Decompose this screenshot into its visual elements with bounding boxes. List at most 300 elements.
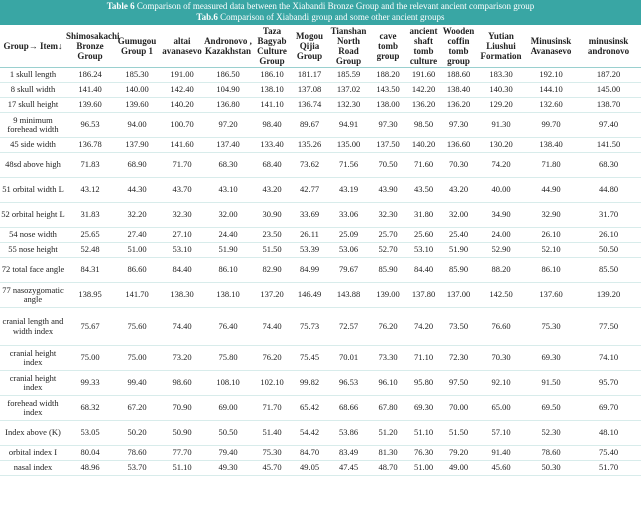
table-cell: 34.90 [476,203,526,228]
table-cell: 139.00 [370,283,406,308]
table-cell: 138.70 [576,98,641,113]
table-cell: 50.50 [576,243,641,258]
table-cell: 86.60 [114,258,160,283]
table-cell: 44.80 [576,178,641,203]
table-row [0,371,641,396]
table-cell: 43.70 [160,178,204,203]
table-cell: 86.10 [526,258,576,283]
table-cell: 136.74 [292,98,327,113]
table-cell: 141.50 [576,138,641,153]
table-cell: 74.40 [252,308,292,346]
table-body [0,68,641,476]
table-row [0,83,641,98]
table-cell: 188.60 [441,68,476,83]
table-cell: 40.00 [476,178,526,203]
table-cell: 140.30 [476,83,526,98]
table-row [0,98,641,113]
table-cell: 77.50 [576,308,641,346]
table-cell: 68.32 [66,396,114,421]
table-cell: 43.10 [204,178,252,203]
table-cell: 95.70 [576,371,641,396]
table-cell: 70.90 [160,396,204,421]
table-row [0,308,641,346]
table-cell: 187.20 [576,68,641,83]
caption-label-1: Table 6 [106,1,135,11]
table-cell: 143.50 [370,83,406,98]
table-cell: 68.90 [114,153,160,178]
row-item-label: 51 orbital width L [0,178,66,203]
table-cell: 27.10 [160,228,204,243]
table-cell: 130.20 [476,138,526,153]
table-caption [0,0,641,25]
table-cell: 45.70 [252,461,292,476]
table-cell: 43.20 [252,178,292,203]
table-row [0,346,641,371]
table-cell: 92.10 [476,371,526,396]
table-cell: 94.91 [327,113,370,138]
caption-line-1 [0,1,641,12]
table-cell: 68.30 [576,153,641,178]
table-row [0,283,641,308]
table-cell: 137.00 [441,283,476,308]
column-header: Group→ Item↓ [0,25,66,68]
column-header: Yutian Liushui Formation [476,25,526,68]
table-cell: 185.59 [327,68,370,83]
table-cell: 74.20 [406,308,441,346]
table-cell: 25.09 [327,228,370,243]
table-cell: 50.90 [160,421,204,446]
table-cell: 24.40 [204,228,252,243]
caption-line-2 [0,12,641,23]
table-cell: 132.30 [327,98,370,113]
table-cell: 43.50 [406,178,441,203]
table-cell: 141.10 [252,98,292,113]
table-row [0,68,641,83]
table-cell: 97.50 [441,371,476,396]
column-header: Shimosakachi Bronze Group [66,25,114,68]
column-header: Tianshan North Road Group [327,25,370,68]
row-item-label: 17 skull height [0,98,66,113]
table-cell: 186.50 [204,68,252,83]
table-cell: 24.00 [476,228,526,243]
table-cell: 185.30 [114,68,160,83]
table-cell: 44.90 [526,178,576,203]
column-header: minusinsk andronovo [576,25,641,68]
table-cell: 42.77 [292,178,327,203]
table-cell: 70.01 [327,346,370,371]
table-cell: 91.50 [526,371,576,396]
table-cell: 138.95 [66,283,114,308]
row-item-label: cranial height index [0,371,66,396]
table-cell: 141.70 [114,283,160,308]
table-cell: 43.12 [66,178,114,203]
table-cell: 75.30 [526,308,576,346]
table-cell: 100.70 [160,113,204,138]
table-cell: 25.40 [441,228,476,243]
table-cell: 138.10 [252,83,292,98]
table-cell: 31.83 [66,203,114,228]
table-cell: 71.70 [252,396,292,421]
column-header: Andronovo , Kazakhstan [204,25,252,68]
row-item-label: cranial height index [0,346,66,371]
row-item-label: forehead width index [0,396,66,421]
table-cell: 139.20 [576,283,641,308]
table-cell: 70.50 [370,153,406,178]
column-header: altai avanasevo [160,25,204,68]
table-cell: 91.40 [476,446,526,461]
table-cell: 32.00 [204,203,252,228]
table-cell: 53.06 [327,243,370,258]
table-cell: 91.30 [476,113,526,138]
row-item-label: orbital index I [0,446,66,461]
table-cell: 71.60 [406,153,441,178]
table-cell: 76.20 [370,308,406,346]
table-row [0,113,641,138]
table-row [0,243,641,258]
table-cell: 32.30 [370,203,406,228]
table-cell: 133.40 [252,138,292,153]
column-header: Taza Bagyab Culture Group [252,25,292,68]
table-cell: 84.40 [160,258,204,283]
table-cell: 51.50 [441,421,476,446]
table-cell: 132.60 [526,98,576,113]
table-cell: 96.53 [327,371,370,396]
table-cell: 43.19 [327,178,370,203]
caption-text-1: Comparison of measured data between the Xiabandi Bronze Group and the relevant ancient comparison group [136,1,535,11]
table-cell: 84.70 [292,446,327,461]
table-cell: 136.78 [66,138,114,153]
table-cell: 51.00 [406,461,441,476]
table-cell: 32.90 [526,203,576,228]
table-cell: 79.20 [441,446,476,461]
table-cell: 104.90 [204,83,252,98]
table-cell: 183.30 [476,68,526,83]
table-cell: 69.30 [526,346,576,371]
table-cell: 50.50 [204,421,252,446]
table-row [0,421,641,446]
table-cell: 99.40 [114,371,160,396]
table-cell: 73.30 [370,346,406,371]
table-cell: 52.70 [370,243,406,258]
table-cell: 71.70 [160,153,204,178]
table-cell: 73.50 [441,308,476,346]
caption-label-2: Tab.6 [196,12,218,22]
table-cell: 26.10 [576,228,641,243]
table-cell: 144.10 [526,83,576,98]
table-cell: 52.48 [66,243,114,258]
table-cell: 129.20 [476,98,526,113]
table-cell: 136.80 [204,98,252,113]
table-cell: 138.40 [526,138,576,153]
table-cell: 48.70 [370,461,406,476]
table-cell: 72.57 [327,308,370,346]
table-cell: 85.90 [370,258,406,283]
table-row [0,203,641,228]
table-row [0,461,641,476]
table-cell: 145.00 [576,83,641,98]
table-cell: 76.60 [476,308,526,346]
table-cell: 141.40 [66,83,114,98]
table-cell: 97.40 [576,113,641,138]
table-cell: 43.20 [441,178,476,203]
table-cell: 137.90 [114,138,160,153]
table-cell: 78.60 [114,446,160,461]
table-cell: 53.05 [66,421,114,446]
table-cell: 191.00 [160,68,204,83]
table-cell: 51.90 [204,243,252,258]
row-item-label: 8 skull width [0,83,66,98]
table-cell: 108.10 [204,371,252,396]
table-cell: 75.73 [292,308,327,346]
table-cell: 48.96 [66,461,114,476]
table-cell: 142.20 [406,83,441,98]
table-cell: 78.60 [526,446,576,461]
table-cell: 89.67 [292,113,327,138]
table-cell: 69.70 [576,396,641,421]
table-cell: 52.10 [526,243,576,258]
table-cell: 142.40 [160,83,204,98]
table-cell: 80.04 [66,446,114,461]
table-cell: 65.42 [292,396,327,421]
table-cell: 141.60 [160,138,204,153]
table-cell: 143.88 [327,283,370,308]
table-cell: 96.53 [66,113,114,138]
table-cell: 82.90 [252,258,292,283]
table-row [0,153,641,178]
table-cell: 99.82 [292,371,327,396]
table-cell: 25.70 [370,228,406,243]
table-cell: 32.00 [441,203,476,228]
table-cell: 32.30 [160,203,204,228]
table-cell: 139.60 [114,98,160,113]
table-cell: 33.06 [327,203,370,228]
table-cell: 98.60 [160,371,204,396]
table-cell: 79.40 [204,446,252,461]
table-cell: 97.30 [370,113,406,138]
table-cell: 74.40 [160,308,204,346]
table-cell: 73.20 [160,346,204,371]
table-cell: 74.20 [476,153,526,178]
table-cell: 49.05 [292,461,327,476]
table-cell: 137.08 [292,83,327,98]
table-cell: 32.20 [114,203,160,228]
table-cell: 138.30 [160,283,204,308]
table-cell: 186.24 [66,68,114,83]
row-item-label: 77 nasozygomatic angle [0,283,66,308]
table-cell: 181.17 [292,68,327,83]
table-cell: 75.00 [114,346,160,371]
table-cell: 27.40 [114,228,160,243]
table-cell: 84.31 [66,258,114,283]
table-cell: 73.62 [292,153,327,178]
table-cell: 137.60 [526,283,576,308]
table-cell: 57.10 [476,421,526,446]
table-cell: 83.49 [327,446,370,461]
table-cell: 51.70 [576,461,641,476]
row-item-label: 54 nose width [0,228,66,243]
table-cell: 137.20 [252,283,292,308]
table-row [0,446,641,461]
table-cell: 76.40 [204,308,252,346]
table-cell: 75.80 [204,346,252,371]
table-cell: 51.40 [252,421,292,446]
table-cell: 70.00 [441,396,476,421]
table-cell: 25.65 [66,228,114,243]
table-cell: 51.00 [114,243,160,258]
table-cell: 30.90 [252,203,292,228]
table-cell: 99.70 [526,113,576,138]
table-cell: 68.66 [327,396,370,421]
table-cell: 51.90 [441,243,476,258]
table-row [0,228,641,243]
table-cell: 102.10 [252,371,292,396]
table-cell: 138.10 [204,283,252,308]
table-cell: 43.90 [370,178,406,203]
table-cell: 137.50 [370,138,406,153]
row-item-label: cranial length and width index [0,308,66,346]
header-row [0,25,641,68]
table-cell: 96.10 [370,371,406,396]
table-cell: 75.40 [576,446,641,461]
table-cell: 140.20 [406,138,441,153]
table-cell: 53.10 [406,243,441,258]
column-header: cave tomb group [370,25,406,68]
table-cell: 23.50 [252,228,292,243]
table-cell: 69.30 [406,396,441,421]
table-cell: 76.20 [252,346,292,371]
table-cell: 69.00 [204,396,252,421]
table-cell: 49.00 [441,461,476,476]
table-cell: 71.56 [327,153,370,178]
table-cell: 67.80 [370,396,406,421]
table-cell: 71.80 [526,153,576,178]
table-cell: 136.60 [441,138,476,153]
row-item-label: Index above (K) [0,421,66,446]
row-item-label: 55 nose height [0,243,66,258]
table-cell: 140.00 [114,83,160,98]
table-cell: 75.00 [66,346,114,371]
table-cell: 140.20 [160,98,204,113]
column-header: Wooden coffin tomb group [442,26,475,66]
table-cell: 71.10 [406,346,441,371]
table-cell: 191.60 [406,68,441,83]
table-cell: 53.86 [327,421,370,446]
table-cell: 76.30 [406,446,441,461]
column-header: ancient shaft tomb culture [406,25,441,68]
table-cell: 95.80 [406,371,441,396]
column-header: Gumugou Group 1 [114,25,160,68]
table-cell: 136.20 [441,98,476,113]
table-cell: 137.80 [406,283,441,308]
table-cell: 75.45 [292,346,327,371]
table-cell: 68.40 [252,153,292,178]
table-cell: 51.10 [160,461,204,476]
table-cell: 146.49 [292,283,327,308]
table-cell: 85.90 [441,258,476,283]
table-cell: 98.40 [252,113,292,138]
table-cell: 88.20 [476,258,526,283]
table-cell: 50.20 [114,421,160,446]
table-cell: 186.10 [252,68,292,83]
table-cell: 142.50 [476,283,526,308]
table-cell: 53.10 [160,243,204,258]
table-cell: 68.30 [204,153,252,178]
comparison-table [0,25,641,476]
table-cell: 75.67 [66,308,114,346]
table-row [0,258,641,283]
table-row [0,178,641,203]
table-cell: 79.67 [327,258,370,283]
row-item-label: 1 skull length [0,68,66,83]
table-cell: 135.26 [292,138,327,153]
table-cell: 94.00 [114,113,160,138]
table-cell: 97.30 [441,113,476,138]
table-cell: 47.45 [327,461,370,476]
table-cell: 25.60 [406,228,441,243]
table-cell: 31.70 [576,203,641,228]
table-cell: 26.10 [526,228,576,243]
table-cell: 67.20 [114,396,160,421]
table-cell: 33.69 [292,203,327,228]
table-cell: 70.30 [441,153,476,178]
table-cell: 52.90 [476,243,526,258]
table-cell: 54.42 [292,421,327,446]
table-cell: 98.50 [406,113,441,138]
caption-text-2: Comparison of Xiabandi group and some other ancient groups [220,12,445,22]
table-cell: 65.00 [476,396,526,421]
table-cell: 84.99 [292,258,327,283]
table-cell: 99.33 [66,371,114,396]
table-cell: 85.50 [576,258,641,283]
table-cell: 53.70 [114,461,160,476]
table-cell: 72.30 [441,346,476,371]
table-cell: 138.40 [441,83,476,98]
table-cell: 77.70 [160,446,204,461]
table-cell: 137.02 [327,83,370,98]
table-cell: 70.30 [476,346,526,371]
table-cell: 71.83 [66,153,114,178]
table-cell: 135.00 [327,138,370,153]
table-cell: 45.60 [476,461,526,476]
table-cell: 84.40 [406,258,441,283]
table-row [0,138,641,153]
row-item-label: nasal index [0,461,66,476]
table-cell: 137.40 [204,138,252,153]
table-row [0,396,641,421]
table-cell: 69.50 [526,396,576,421]
row-item-label: 9 minimum forehead width [0,113,66,138]
row-item-label: 72 total face angle [0,258,66,283]
table-cell: 75.60 [114,308,160,346]
table-cell: 192.10 [526,68,576,83]
row-item-label: 45 side width [0,138,66,153]
table-cell: 26.11 [292,228,327,243]
table-cell: 31.80 [406,203,441,228]
table-cell: 52.30 [526,421,576,446]
table-cell: 51.20 [370,421,406,446]
column-header: Mogou Qijia Group [292,25,327,68]
table-cell: 138.00 [370,98,406,113]
table-cell: 44.30 [114,178,160,203]
table-cell: 75.30 [252,446,292,461]
table-cell: 50.30 [526,461,576,476]
table-cell: 48.10 [576,421,641,446]
table-cell: 81.30 [370,446,406,461]
table-cell: 51.50 [252,243,292,258]
table-cell: 136.20 [406,98,441,113]
table-cell: 53.39 [292,243,327,258]
table-cell: 49.30 [204,461,252,476]
